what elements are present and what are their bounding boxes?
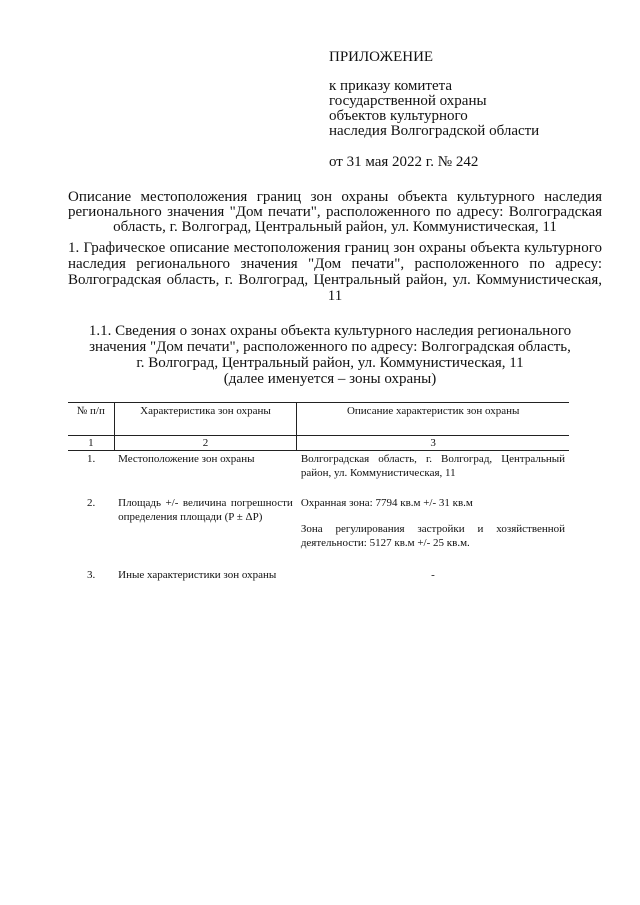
header-description: Описание характеристик зон охраны xyxy=(297,403,569,436)
row-description-cell xyxy=(297,495,569,567)
row-characteristic: Площадь +/- величина погрешности определения площади (P ± ΔP) xyxy=(118,497,293,523)
row-characteristic: Местоположение зон охраны xyxy=(118,453,255,465)
section-1-1-line: (далее именуется – зоны охраны) xyxy=(223,371,437,387)
row-number: 3. xyxy=(86,569,96,581)
spacer xyxy=(301,510,565,522)
table-row xyxy=(68,567,569,583)
section-1-1-line: значения "Дом печати", расположенного по адресу: Волгоградская область, xyxy=(89,339,571,355)
table-header-row xyxy=(68,403,569,436)
zones-table xyxy=(68,402,569,583)
column-number-1: 1 xyxy=(68,436,114,451)
row-number: 2. xyxy=(86,497,96,509)
regulation-zone-area: Зона регулирования застройки и хозяйственной деятельности: 5127 кв.м +/- 25 кв.м. xyxy=(300,523,565,549)
column-number-3: 3 xyxy=(297,436,569,451)
row-number: 1. xyxy=(86,453,96,465)
appendix-title: ПРИЛОЖЕНИЕ xyxy=(329,49,434,65)
table-column-numbers-row xyxy=(68,436,569,451)
header-characteristic: Характеристика зон охраны xyxy=(114,403,297,436)
document-heading: Описание местоположения границ зон охраны объекта культурного наследия регионального значения "Дом печати", расположенного по адресу: Волгоградская область, г. Волгоград, Центральный район, ул. Коммунистическая, 11 xyxy=(68,189,602,235)
section-1-1-line: 1.1. Сведения о зонах охраны объекта культурного наследия регионального xyxy=(88,323,572,339)
appendix-line: к приказу комитета xyxy=(329,78,453,94)
row-description: Волгоградская область, г. Волгоград, Центральный район, ул. Коммунистическая, 11 xyxy=(300,453,565,479)
appendix-line: объектов культурного xyxy=(329,108,468,124)
section-1-title: 1. Графическое описание местоположения границ зон охраны объекта культурного наследия регионального значения "Дом печати", расположенного по адресу: Волгоградская область, г. Волгоград, Центральный район, ул. Коммунистическая, 11 xyxy=(68,240,602,304)
appendix-line: наследия Волгоградской области xyxy=(329,123,540,139)
appendix-date: от 31 мая 2022 г. № 242 xyxy=(329,154,479,170)
table-row xyxy=(68,451,569,496)
header-number: № п/п xyxy=(68,403,114,436)
appendix-block xyxy=(329,50,539,170)
column-number-2: 2 xyxy=(114,436,297,451)
protection-zone-area: Охранная зона: 7794 кв.м +/- 31 кв.м xyxy=(300,497,473,509)
appendix-line: государственной охраны xyxy=(329,93,487,109)
row-characteristic: Иные характеристики зон охраны xyxy=(118,569,277,581)
row-description: - xyxy=(431,569,435,581)
section-1-1-title xyxy=(88,323,572,387)
table-row xyxy=(68,495,569,567)
section-1-1-line: г. Волгоград, Центральный район, ул. Коммунистическая, 11 xyxy=(136,355,524,371)
